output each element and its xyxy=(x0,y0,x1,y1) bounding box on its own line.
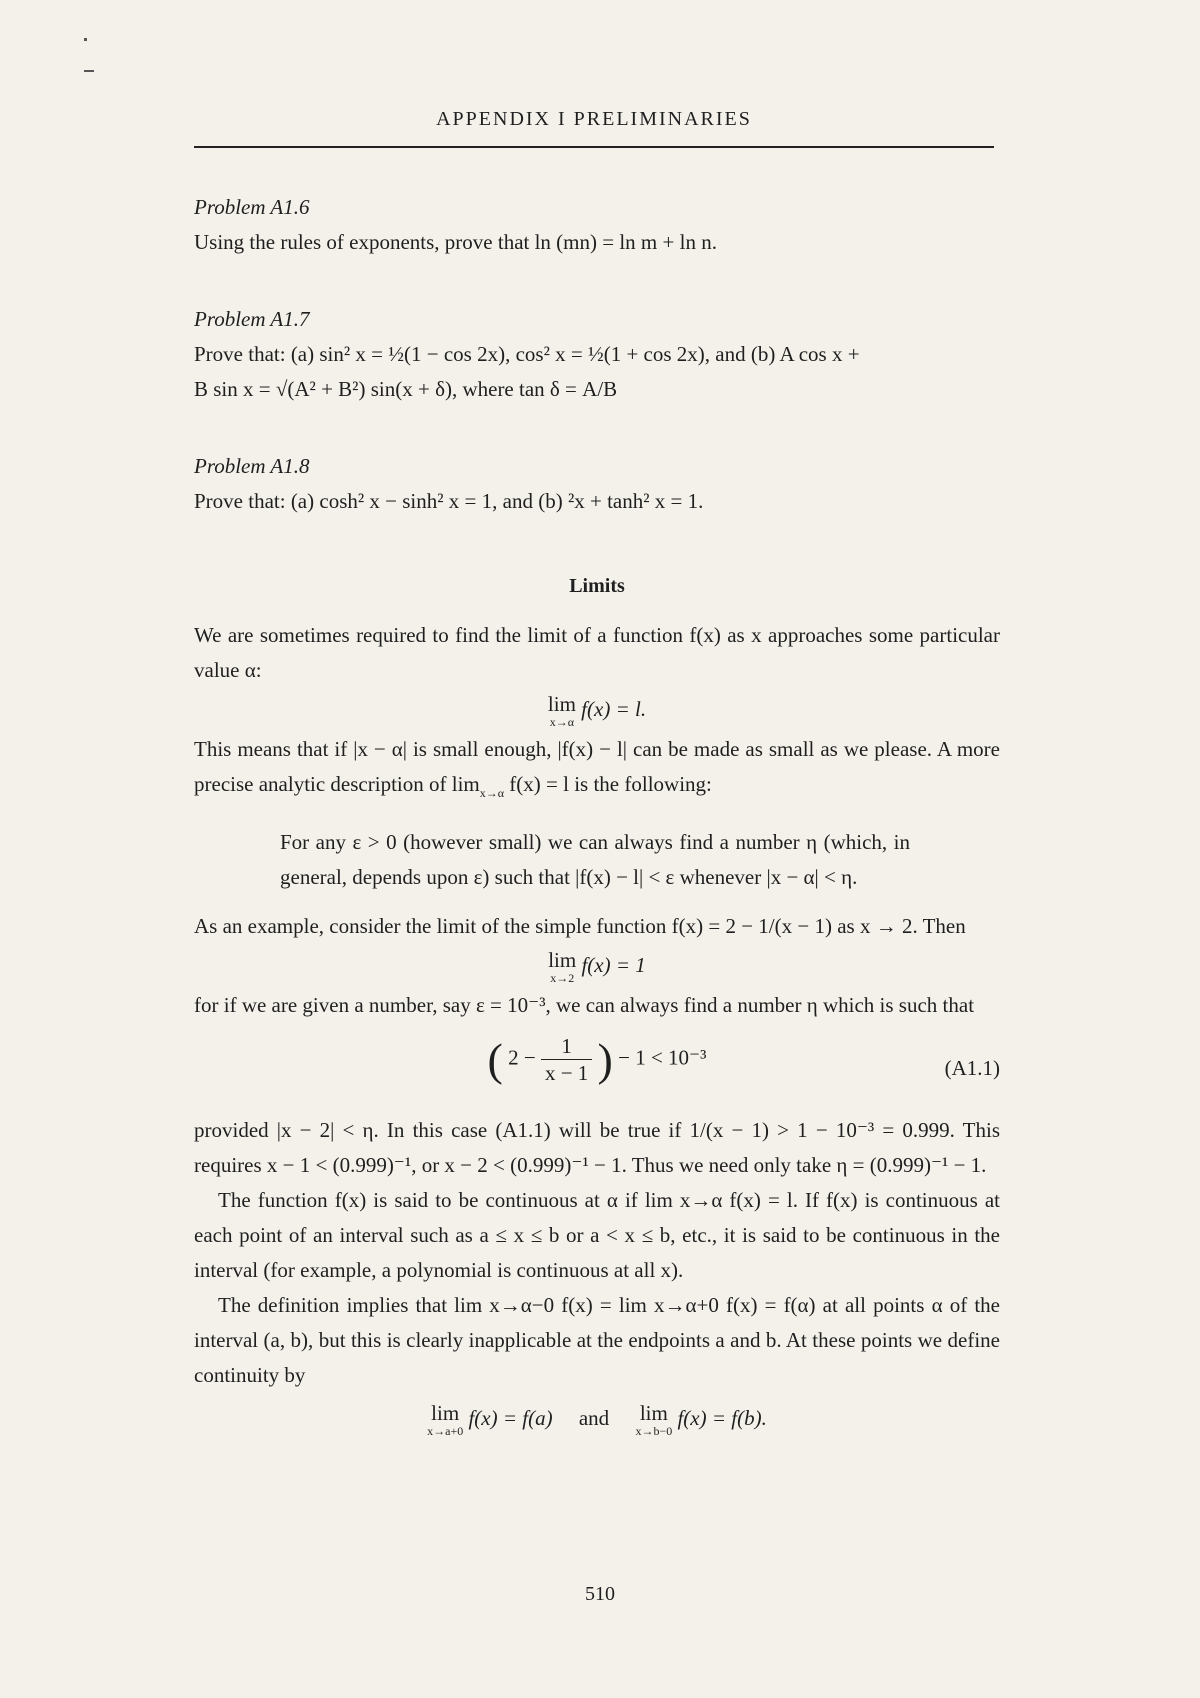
lim-subscript: x→b−0 xyxy=(635,1424,673,1438)
lim-subscript: x→α xyxy=(479,786,505,800)
problem-text: Using the rules of exponents, prove that ln (mn) = ln m + ln n. xyxy=(194,230,717,254)
problem-a1-6 xyxy=(194,190,1000,260)
fraction-numerator: 1 xyxy=(541,1033,592,1060)
paragraph: for if we are given a number, say ε = 10⁻³, we can always find a number η which is such that xyxy=(194,993,975,1017)
problem-title: Problem A1.8 xyxy=(194,454,310,478)
lim-subscript: x→a+0 xyxy=(427,1424,464,1438)
limit-operator xyxy=(548,692,576,728)
scan-speck xyxy=(84,70,94,72)
equation-term: − 1 < 10⁻³ xyxy=(618,1045,707,1070)
paragraph: As an example, consider the limit of the simple function f(x) = 2 − 1/(x − 1) as x → 2. Then xyxy=(194,914,966,938)
header-rule xyxy=(194,146,994,148)
problem-text: Prove that: (a) sin² x = ½(1 − cos 2x), cos² x = ½(1 + cos 2x), and (b) A cos x + xyxy=(194,342,860,366)
problem-a1-7 xyxy=(194,302,1000,407)
equation-term: 2 − xyxy=(508,1045,536,1070)
equation-endpoint-continuity xyxy=(194,1401,1000,1437)
definition-block: For any ε > 0 (however small) we can always find a number η (which, in general, depends upon ε) such that |f(x) − l| < ε whenever |x − α| < η. xyxy=(280,830,910,889)
fraction xyxy=(541,1033,592,1086)
problem-a1-8 xyxy=(194,449,1000,519)
scan-speck xyxy=(84,38,87,41)
equation-label: (A1.1) xyxy=(944,1056,1000,1080)
paragraph: The definition implies that lim x→α−0 f(x) = lim x→α+0 f(x) = f(α) at all points α of the interval (a, b), but this is clearly inapplicable at the endpoints a and b. At these points we define continuity by xyxy=(194,1293,1000,1387)
paragraph-text: This means that if |x − α| is small enough, |f(x) − l| can be made as small as we please. A more precise analytic description of lim xyxy=(194,737,1000,796)
page-body xyxy=(194,190,1000,1445)
equation-body: f(x) = l. xyxy=(581,697,647,721)
equation-body: f(x) = f(a) xyxy=(468,1406,553,1430)
limit-operator xyxy=(548,948,576,984)
lim-text: lim xyxy=(548,948,577,972)
running-head: APPENDIX I PRELIMINARIES xyxy=(436,108,752,130)
equation-limit-two xyxy=(194,948,1000,984)
equation-a1-1 xyxy=(194,1033,1000,1103)
lim-text: lim xyxy=(431,1401,460,1425)
problem-text: Prove that: (a) cosh² x − sinh² x = 1, and (b) ²x + tanh² x = 1. xyxy=(194,489,704,513)
page-number: 510 xyxy=(585,1583,615,1605)
problem-text: B sin x = √(A² + B²) sin(x + δ), where tan δ = A/B xyxy=(194,377,618,401)
limit-operator xyxy=(635,1401,672,1437)
left-paren: ( xyxy=(487,1034,503,1085)
equation-limit-alpha xyxy=(194,692,1000,728)
lim-subscript: x→2 xyxy=(550,971,575,985)
lim-text: lim xyxy=(639,1401,668,1425)
paragraph-text: f(x) = l is the following: xyxy=(504,772,712,796)
limit-operator xyxy=(427,1401,463,1437)
paragraph: provided |x − 2| < η. In this case (A1.1) will be true if 1/(x − 1) > 1 − 10⁻³ = 0.999. This requires x − 1 < (0.999)⁻¹, or x − 2 < (0.999)⁻¹ − 1. Thus we need only take η = (0.999)⁻¹ − 1. xyxy=(194,1118,1000,1177)
paragraph: The function f(x) is said to be continuous at α if lim x→α f(x) = l. If f(x) is continuous at each point of an interval such as a ≤ x ≤ b or a < x ≤ b, etc., it is said to be continuous in the interval (for example, a polynomial is continuous at all x). xyxy=(194,1188,1000,1282)
problem-title: Problem A1.6 xyxy=(194,195,310,219)
lim-subscript: x→α xyxy=(549,715,575,729)
fraction-denominator: x − 1 xyxy=(544,1061,589,1085)
paragraph: We are sometimes required to find the limit of a function f(x) as x approaches some particular value α: xyxy=(194,623,1000,682)
right-paren: ) xyxy=(597,1034,613,1085)
problem-title: Problem A1.7 xyxy=(194,307,310,331)
equation-body: f(x) = 1 xyxy=(581,953,646,977)
lim-text: lim xyxy=(547,692,576,716)
equation-body: f(x) = f(b). xyxy=(677,1406,767,1430)
paragraph xyxy=(194,732,1000,811)
equation-conjunction: and xyxy=(578,1406,610,1430)
section-heading: Limits xyxy=(569,575,625,597)
